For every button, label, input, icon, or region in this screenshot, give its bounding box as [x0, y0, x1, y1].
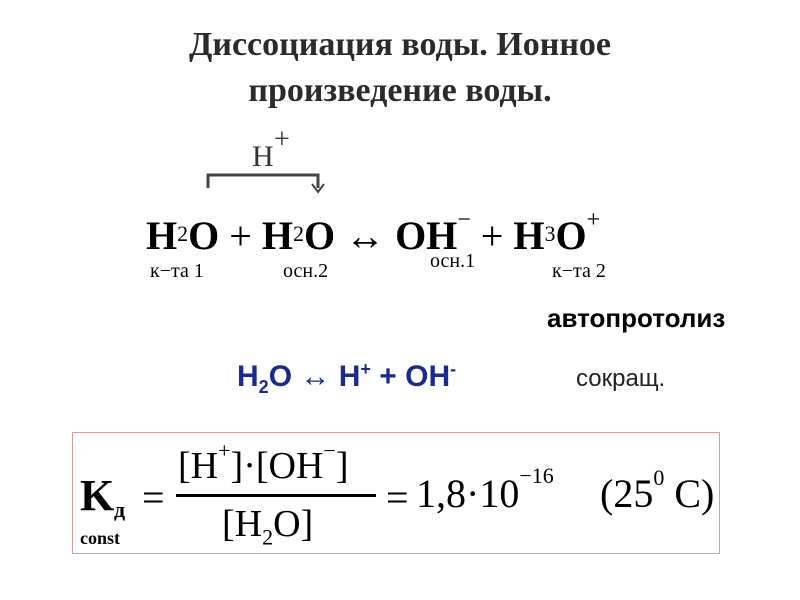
autoprotolysis-label: автопротолиз [547, 303, 726, 333]
product2: $H_3O^+$ [513, 207, 601, 259]
equals-sign-2: = [386, 475, 409, 520]
temperature: ($25^0$ C) [600, 464, 715, 516]
autoprotolysis-equation [146, 203, 600, 269]
proton-transfer-arrow [200, 130, 340, 200]
proton-transfer [200, 124, 340, 200]
equals-sign-1: = [142, 475, 165, 520]
fraction-numerator: [H+]·[OH−] [178, 438, 349, 487]
plus-sign: + [480, 213, 504, 259]
proton-symbol: H [252, 140, 274, 173]
label-base2: осн.2 [283, 260, 329, 282]
constant-subscript: д [114, 497, 126, 522]
label-acid2: к−та 2 [552, 260, 606, 282]
product1: OH− [395, 207, 471, 259]
abbreviated-label: сокращ. [576, 365, 666, 392]
title-line-2: произведение воды. [248, 72, 552, 109]
reactant2: $H_2O$ [261, 213, 336, 259]
plus-sign: + [229, 213, 252, 259]
title-line-1: Диссоциация воды. Ионное [188, 26, 612, 63]
reactant1: $H_2O$ [146, 213, 220, 259]
label-acid1: к−та 1 [150, 260, 204, 282]
short-equation: $H_2O$ ↔ H+ + OH- [237, 359, 457, 397]
fraction-denominator: $[H_2O]$ [222, 503, 314, 550]
constant-symbol: K [80, 471, 115, 520]
constant-value: $1,8\cdot 10^{-16}$ [416, 462, 554, 516]
label-base1: осн.1 [430, 250, 476, 272]
equilibrium-arrow: ↔ [345, 213, 386, 259]
fraction-bar [176, 494, 376, 497]
proton-charge: + [274, 124, 290, 155]
const-label: const [80, 528, 120, 548]
